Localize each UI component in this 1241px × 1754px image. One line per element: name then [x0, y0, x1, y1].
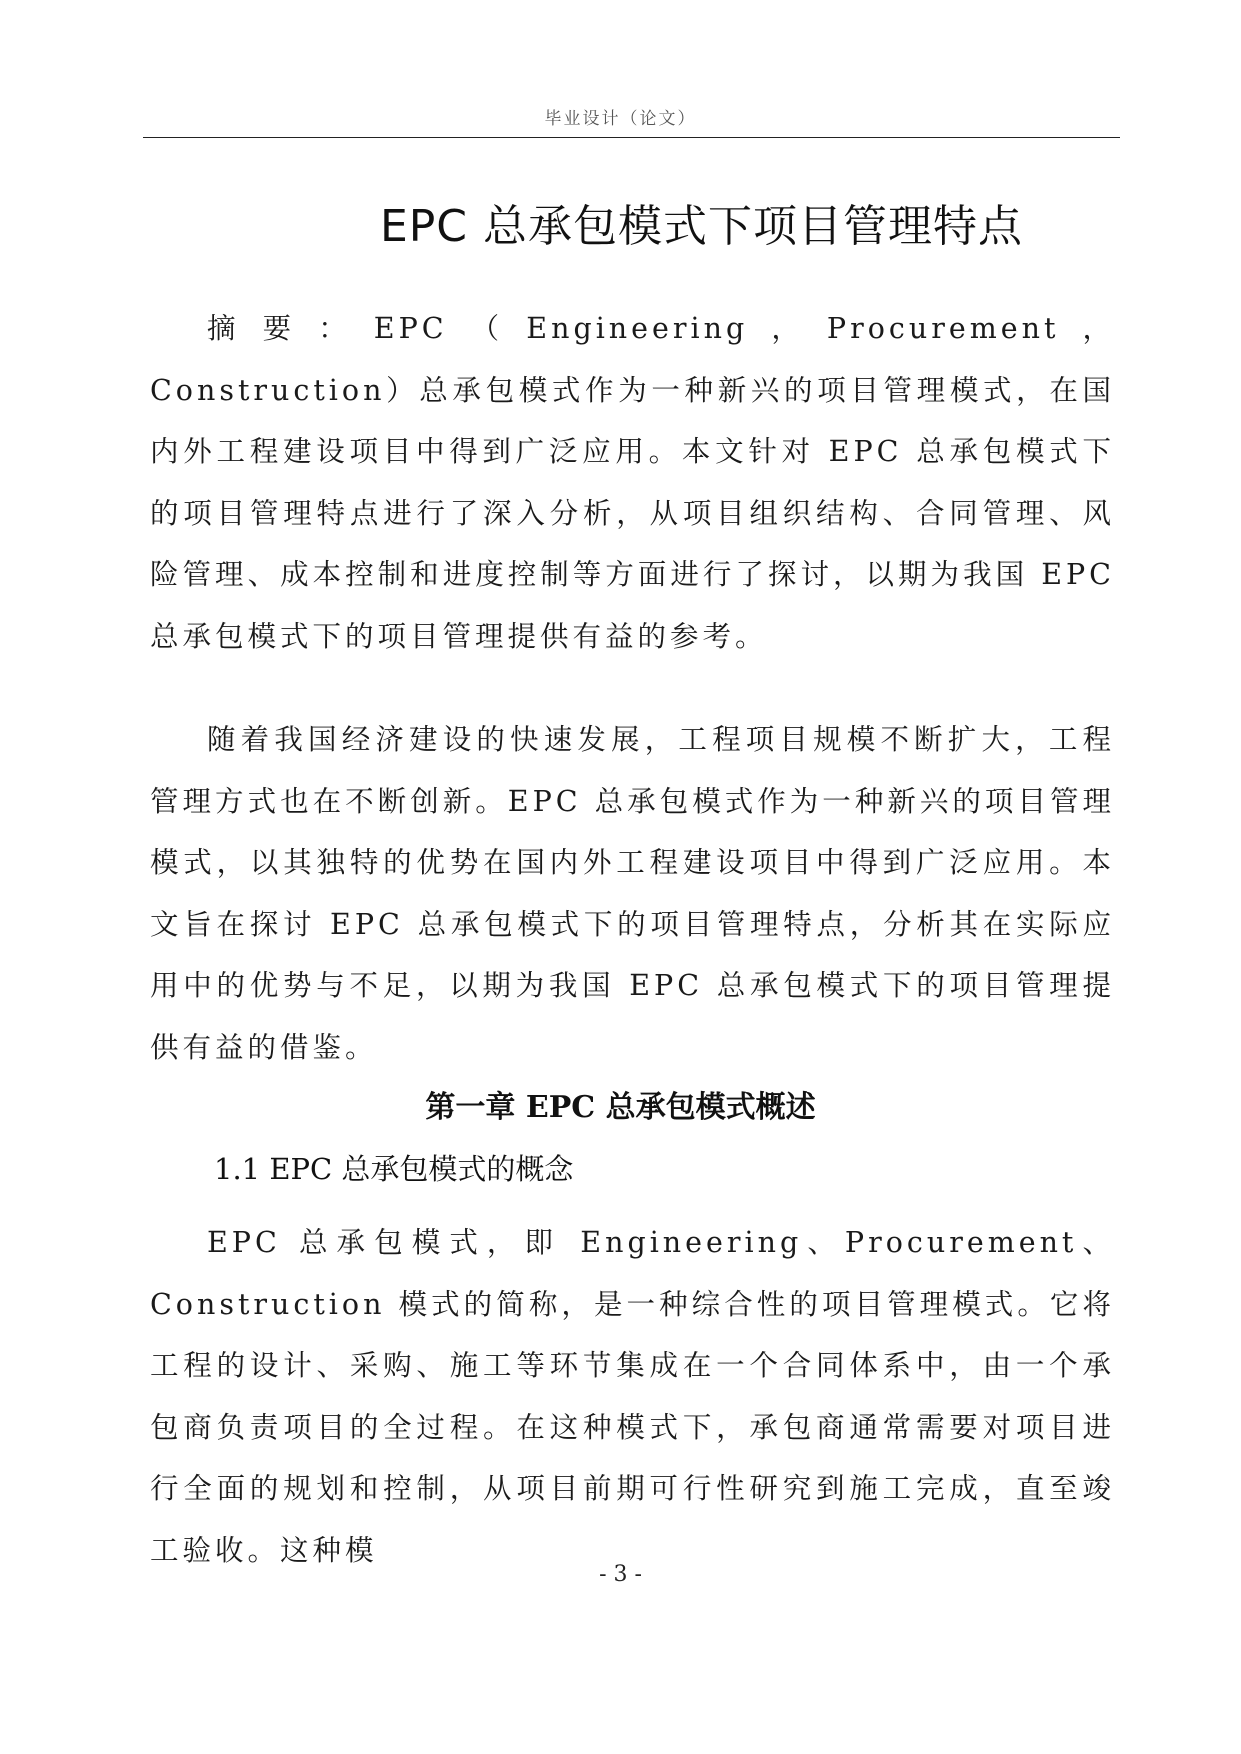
- page-number: - 3 -: [599, 1562, 642, 1587]
- intro-paragraph: 随着我国经济建设的快速发展，工程项目规模不断扩大，工程管理方式也在不断创新。EPC 总承包模式作为一种新兴的项目管理模式，以其独特的优势在国内外工程建设项目中得到广泛应用。本文旨在探讨 EPC 总承包模式下的项目管理特点，分析其在实际应用中的优势与不足，以期为我国 EPC 总承包模式下的项目管理提供有益的借鉴。: [150, 723, 1115, 1064]
- chapter-heading: 第一章 EPC 总承包模式概述: [425, 1090, 816, 1125]
- running-header: 毕业设计（论文）: [544, 109, 697, 129]
- page-title: EPC 总承包模式下项目管理特点: [379, 201, 1024, 252]
- header-rule: [143, 137, 1120, 138]
- abstract-paragraph: 摘要：EPC（Engineering，Procurement，Construction）总承包模式作为一种新兴的项目管理模式，在国内外工程建设项目中得到广泛应用。本文针对 EPC 总承包模式下的项目管理特点进行了深入分析，从项目组织结构、合同管理、风险管理、成本控制和进度控制等方面进行了探讨，以期为我国 EPC 总承包模式下的项目管理提供有益的参考。: [150, 312, 1115, 653]
- concept-paragraph: EPC 总承包模式，即 Engineering、Procurement、Construction 模式的简称，是一种综合性的项目管理模式。它将工程的设计、采购、施工等环节集成在一个合同体系中，由一个承包商负责项目的全过程。在这种模式下，承包商通常需要对项目进行全面的规划和控制，从项目前期可行性研究到施工完成，直至竣工验收。这种模: [150, 1226, 1115, 1567]
- section-heading: 1.1 EPC 总承包模式的概念: [214, 1152, 574, 1186]
